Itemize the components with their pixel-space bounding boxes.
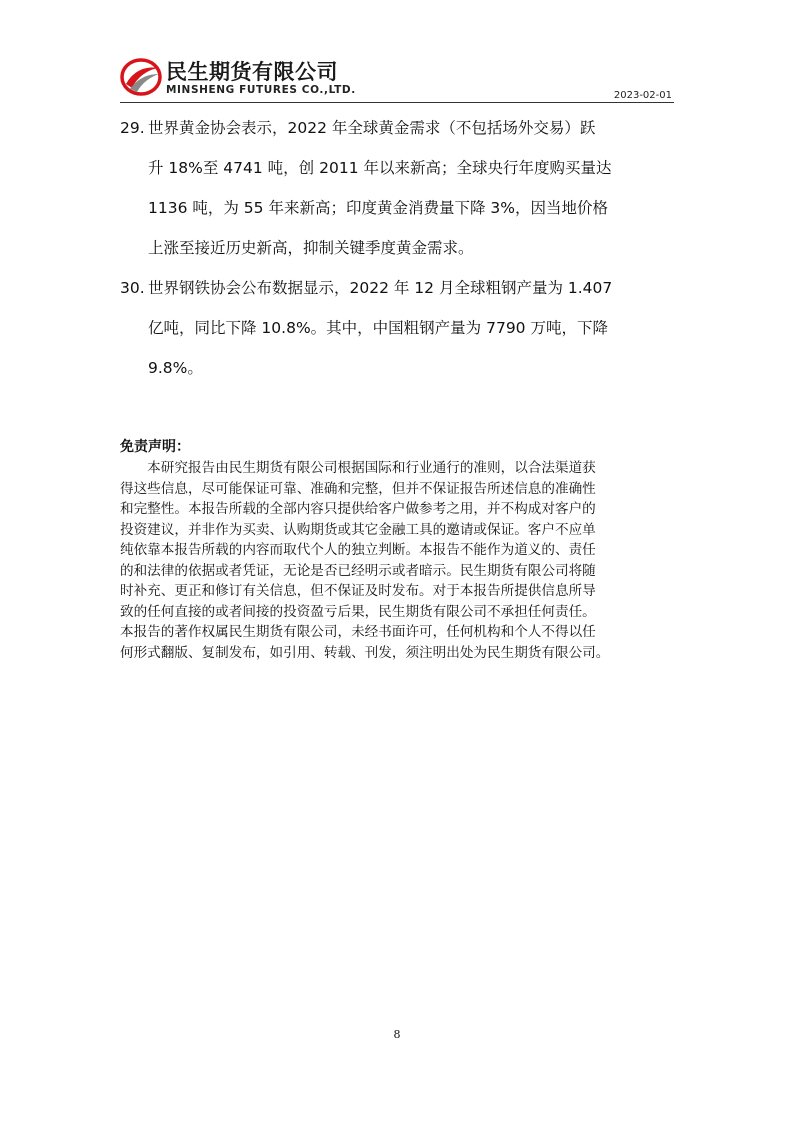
item-line: 升 18%至 4741 吨，创 2011 年以来新高；全球央行年度购买量达 bbox=[148, 159, 612, 177]
item-number: 30. bbox=[120, 279, 145, 297]
item-line: 9.8%。 bbox=[148, 359, 203, 377]
disclaimer-line: 和完整性。本报告所载的全部内容只提供给客户做参考之用，并不构成对客户的 bbox=[120, 501, 596, 517]
item-line: 世界黄金协会表示，2022 年全球黄金需求（不包括场外交易）跃 bbox=[148, 119, 596, 137]
item-line: 亿吨，同比下降 10.8%。其中，中国粗钢产量为 7790 万吨，下降 bbox=[148, 319, 608, 337]
header-divider bbox=[120, 102, 674, 103]
item-line: 上涨至接近历史新高，抑制关键季度黄金需求。 bbox=[148, 239, 474, 257]
disclaimer-line: 的和法律的依据或者凭证，无论是否已经明示或者暗示。民生期货有限公司将随 bbox=[120, 562, 596, 579]
news-item bbox=[120, 108, 676, 268]
disclaimer-line: 纯依靠本报告所载的内容而取代个人的独立判断。本报告不能作为道义的、责任 bbox=[120, 542, 596, 558]
disclaimer-title: 免责声明： bbox=[120, 439, 190, 455]
logo-chinese-name: 民生期货有限公司 bbox=[166, 60, 338, 84]
disclaimer-line: 何形式翻版、复制发布，如引用、转载、刊发，须注明出处为民生期货有限公司。 bbox=[120, 644, 610, 661]
report-date: 2023-02-01 bbox=[613, 90, 672, 101]
disclaimer-line: 得这些信息，尽可能保证可靠、准确和完整，但并不保证报告所述信息的准确性 bbox=[120, 480, 596, 497]
disclaimer-line: 本研究报告由民生期货有限公司根据国际和行业通行的准则，以合法渠道获 bbox=[120, 460, 596, 476]
item-text bbox=[120, 108, 676, 268]
item-number: 29. bbox=[120, 119, 145, 137]
minsheng-logo-icon bbox=[120, 56, 162, 98]
disclaimer-line: 时补充、更正和修订有关信息，但不保证及时发布。对于本报告所提供信息所导 bbox=[120, 583, 596, 599]
disclaimer-line: 投资建议，并非作为买卖、认购期货或其它金融工具的邀请或保证。客户不应单 bbox=[120, 521, 596, 538]
disclaimer-line: 致的任何直接的或者间接的投资盈亏后果，民生期货有限公司不承担任何责任。 bbox=[120, 603, 596, 620]
item-line: 1136 吨，为 55 年来新高；印度黄金消费量下降 3%，因当地价格 bbox=[148, 199, 608, 217]
page-header bbox=[120, 54, 674, 102]
disclaimer-section bbox=[120, 437, 676, 663]
company-logo bbox=[120, 54, 380, 98]
page-number: 8 bbox=[393, 1028, 401, 1041]
logo-english-name: MINSHENG FUTURES CO.,LTD. bbox=[166, 84, 356, 96]
news-items bbox=[120, 108, 676, 388]
disclaimer-line: 本报告的著作权属民生期货有限公司，未经书面许可，任何机构和个人不得以任 bbox=[120, 624, 596, 640]
item-line: 世界钢铁协会公布数据显示，2022 年 12 月全球粗钢产量为 1.407 bbox=[148, 279, 613, 297]
item-text bbox=[120, 268, 676, 388]
news-item bbox=[120, 268, 676, 388]
